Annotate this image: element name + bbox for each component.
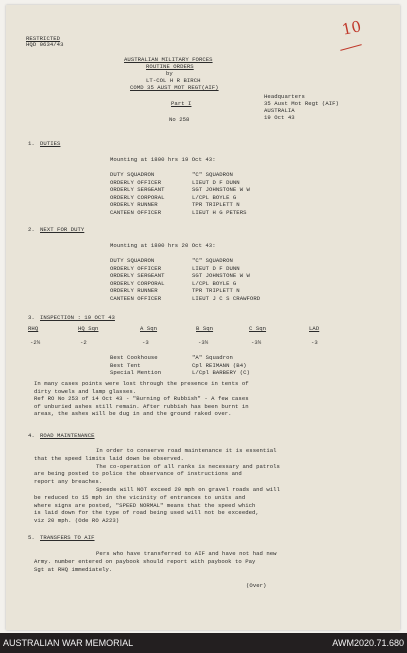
part-label: Part I <box>171 100 192 107</box>
section-5-number: 5. <box>28 534 35 541</box>
duty-role: ORDERLY CORPORAL <box>110 279 165 287</box>
duty-role: ORDERLY SERGEANT <box>110 272 165 280</box>
duty-role: ORDERLY RUNNER <box>110 287 158 295</box>
section-3-title: INSPECTION : 19 OCT 43 <box>40 314 115 321</box>
duty-assignee: L/CPL BOYLE G <box>192 193 237 201</box>
hq-line-3: AUSTRALIA <box>264 107 295 114</box>
inspection-score: -3½ <box>251 339 262 346</box>
award-category: Best Tent <box>110 361 141 369</box>
order-number: No 258 <box>169 116 190 123</box>
road-maintenance-line: report any breaches. <box>34 478 103 486</box>
document-page <box>6 5 400 630</box>
road-maintenance-line: is laid down for the type of road being used will not be exceeded, <box>34 509 259 517</box>
duty-role: DUTY SQUADRON <box>110 171 155 178</box>
heading-line-2: ROUTINE ORDERS <box>146 63 194 70</box>
duty-role: ORDERLY SERGEANT <box>110 186 165 194</box>
duty-assignee: SGT JOHNSTONE W W <box>192 186 250 194</box>
road-maintenance-line: where signs are posted, "SPEED NORMAL" means that the speed which <box>34 501 256 509</box>
section-4-title: ROAD MAINTENANCE <box>40 432 95 439</box>
duty-assignee: "C" SQUADRON <box>192 257 233 264</box>
footer-archive-name: AUSTRALIAN WAR MEMORIAL <box>3 638 134 648</box>
section-1-number: 1. <box>28 140 35 147</box>
heading-line-5: COMD 35 AUST MOT REGT(AIF) <box>130 84 219 91</box>
hq-line-2: 35 Aust Mot Regt (AIF) <box>264 100 339 107</box>
heading-line-3: by <box>166 70 173 77</box>
award-category: Special Mention <box>110 369 162 377</box>
inspection-note-line: In many cases points were lost through the presence in tents of <box>34 380 249 387</box>
duty-assignee: LIEUT D F DUNN <box>192 264 240 272</box>
duty-role: DUTY SQUADRON <box>110 257 155 264</box>
inspection-note-line: Ref RO No 253 of 14 Oct 43 - "Burning of Rubbish" - A few cases <box>34 395 249 403</box>
inspection-column-header: RHQ <box>28 325 39 332</box>
section-2-title: NEXT FOR DUTY <box>40 226 85 233</box>
hq-line-4: 19 Oct 43 <box>264 114 295 121</box>
inspection-score: -2 <box>80 339 87 346</box>
footer-accession-number: AWM2020.71.680 <box>332 638 404 648</box>
duty-assignee: SGT JOHNSTONE W W <box>192 272 250 280</box>
duty-role: ORDERLY CORPORAL <box>110 193 165 201</box>
award-winner: L/Cpl BARBERY (C) <box>192 369 250 377</box>
handwritten-number: 10 <box>340 17 363 39</box>
duty-role: ORDERLY OFFICER <box>110 264 162 272</box>
road-maintenance-line: that the speed limits laid down be observed. <box>34 454 184 462</box>
section-1-title: DUTIES <box>40 140 61 147</box>
over-note: (Over) <box>246 582 267 589</box>
duty-assignee: TPR TRIPLETT N <box>192 287 240 295</box>
duty-assignee: LIEUT J C S CRAWFORD <box>192 295 261 302</box>
inspection-column-header: A Sqn <box>140 325 158 332</box>
road-maintenance-line: The co-operation of all ranks is necessary and patrols <box>96 462 280 470</box>
transfers-line: Sgt at RHQ immediately. <box>34 565 113 573</box>
duty-role: ORDERLY OFFICER <box>110 178 162 186</box>
duty-role: CANTEEN OFFICER <box>110 209 162 216</box>
heading-line-4: LT-COL H R BIRCH <box>146 77 201 84</box>
section-4-number: 4. <box>28 432 35 439</box>
duty-assignee: L/CPL BOYLE G <box>192 279 237 287</box>
inspection-column-header: HQ Sqn <box>78 325 99 332</box>
road-maintenance-line: be reduced to 15 mph in the vicinity of entrances to units and <box>34 493 246 501</box>
section-3-number: 3. <box>28 314 35 321</box>
road-maintenance-line: In order to conserve road maintenance it is essential <box>96 447 277 454</box>
road-maintenance-line: Speeds will NOT exceed 20 mph on gravel roads and will <box>96 486 280 493</box>
duty-assignee: LIEUT H G PETERS <box>192 209 247 216</box>
archive-footer <box>0 633 407 653</box>
inspection-column-header: LAD <box>309 325 320 332</box>
award-winner: "A" Squadron <box>192 354 233 361</box>
reference-number: HQD 0634/43 <box>26 41 64 48</box>
inspection-score: -3½ <box>198 339 209 346</box>
transfers-line: Army. number entered on paybook should report with paybook to Pay <box>34 557 256 565</box>
heading-line-1: AUSTRALIAN MILITARY FORCES <box>124 56 213 63</box>
road-maintenance-line: are being posted to police the observance of instructions and <box>34 470 242 478</box>
section-1-intro: Mounting at 1800 hrs 19 Oct 43: <box>110 156 216 163</box>
transfers-line: Pers who have transferred to AIF and have not had new <box>96 550 277 557</box>
section-2-intro: Mounting at 1800 hrs 20 Oct 43: <box>110 242 216 249</box>
duty-assignee: "C" SQUADRON <box>192 171 233 178</box>
section-2-number: 2. <box>28 226 35 233</box>
inspection-column-header: B Sqn <box>196 325 214 332</box>
inspection-note-line: of unburied ashes still remain. After rubbish has been burnt in <box>34 402 249 410</box>
duty-assignee: TPR TRIPLETT N <box>192 201 240 209</box>
inspection-score: -3 <box>311 339 318 346</box>
duty-role: CANTEEN OFFICER <box>110 295 162 302</box>
restricted-mark: RESTRICTED <box>26 35 61 42</box>
handwritten-underline <box>340 44 362 51</box>
section-5-title: TRANSFERS TO AIF <box>40 534 95 541</box>
duty-assignee: LIEUT D F DUNN <box>192 178 240 186</box>
inspection-score: -3 <box>142 339 149 346</box>
award-category: Best Cookhouse <box>110 354 158 361</box>
inspection-score: -2½ <box>30 339 41 346</box>
duty-role: ORDERLY RUNNER <box>110 201 158 209</box>
award-winner: Cpl REIMANN (B4) <box>192 361 247 369</box>
hq-line-1: Headquarters <box>264 93 305 100</box>
road-maintenance-line: viz 20 mph. (Ode RO A223) <box>34 517 120 525</box>
inspection-column-header: C Sqn <box>249 325 267 332</box>
inspection-note-line: dirty towels and lamp glasses. <box>34 387 137 395</box>
inspection-note-line: areas, the ashes will be dug in and the ground raked over. <box>34 410 232 418</box>
